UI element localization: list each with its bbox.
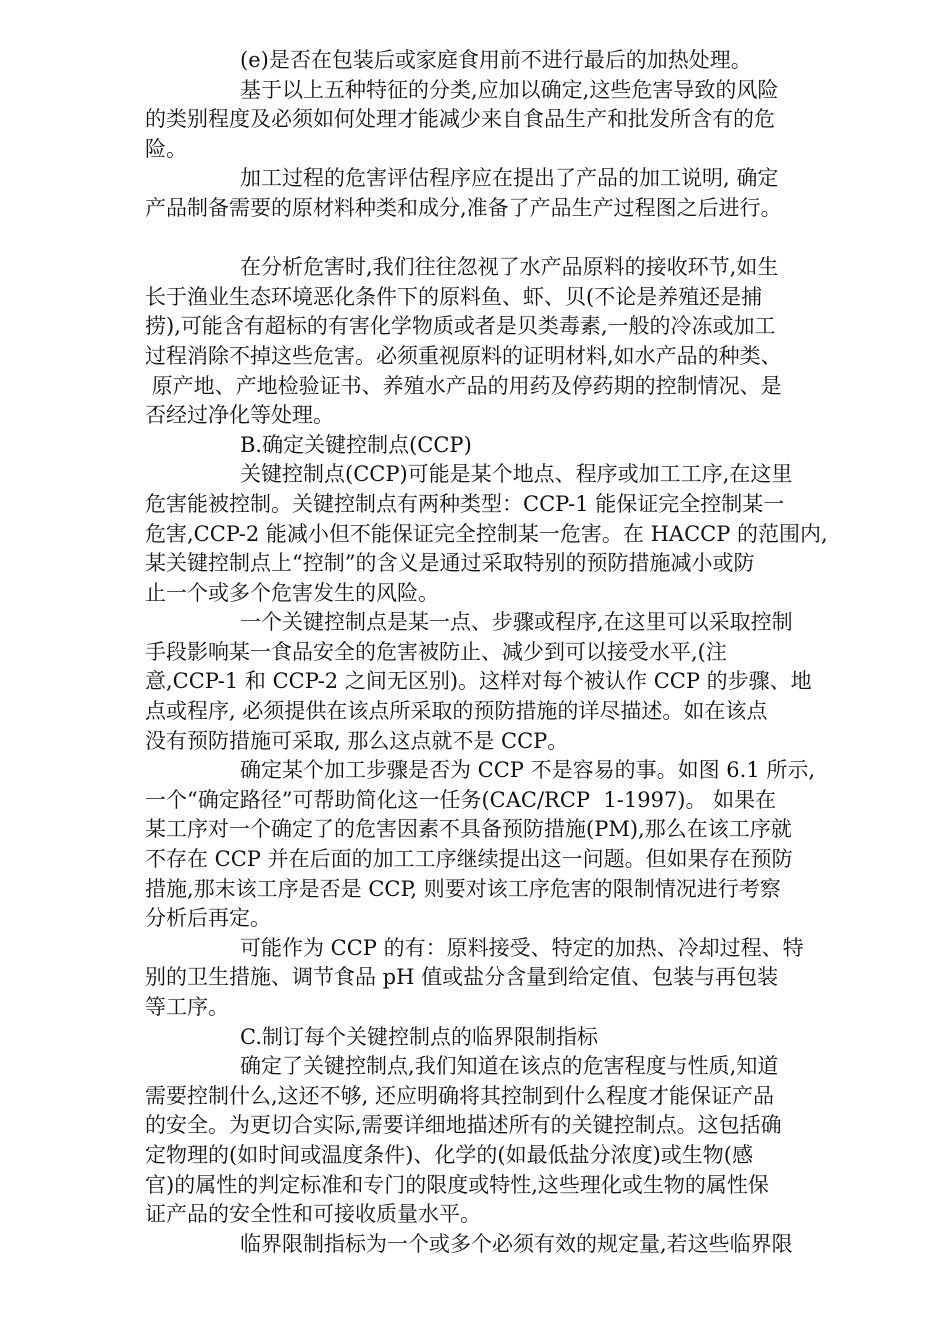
text-line: 分析后再定。 <box>145 906 271 931</box>
text-line: 点或程序, 必须提供在该点所采取的预防措施的详尽描述。如在该点 <box>145 699 768 724</box>
text-line: 一个“确定路径”可帮助简化这一任务(CAC/RCP 1-1997)。 如果在 <box>145 787 777 812</box>
text-line: 长于渔业生态环境恶化条件下的原料鱼、虾、贝(不论是养殖还是捕 <box>145 284 763 309</box>
text-line: 危害,CCP-2 能减小但不能保证完全控制某一危害。在 HACCP 的范围内, <box>145 521 828 546</box>
text-line: (e)是否在包装后或家庭食用前不进行最后的加热处理。 <box>240 48 752 72</box>
text-line: 临界限制指标为一个或多个必须有效的规定量,若这些临界限 <box>240 1231 793 1256</box>
text-line: 过程消除不掉这些危害。必须重视原料的证明材料,如水产品的种类、 <box>145 343 782 368</box>
text-line: 证产品的安全性和可接收质量水平。 <box>145 1202 481 1227</box>
text-line: 否经过净化等处理。 <box>145 403 334 428</box>
blank-line <box>145 224 875 254</box>
text-line: 止一个或多个危害发生的风险。 <box>145 580 439 605</box>
text-line: 险。 <box>145 136 187 161</box>
text-line: 手段影响某一食品安全的危害被防止、减少到可以接受水平,(注 <box>145 639 727 664</box>
text-line: 需要控制什么,这还不够, 还应明确将其控制到什么程度才能保证产品 <box>145 1083 775 1108</box>
text-line: 措施,那末该工序是否是 CCP, 则要对该工序危害的限制情况进行考察 <box>145 876 781 901</box>
text-line: 一个关键控制点是某一点、步骤或程序,在这里可以采取控制 <box>240 610 793 635</box>
text-line: 没有预防措施可采取, 那么这点就不是 CCP。 <box>145 728 569 753</box>
text-line: 定物理的(如时间或温度条件)、化学的(如最低盐分浓度)或生物(感 <box>145 1142 753 1167</box>
text-line: 原产地、产地检验证书、养殖水产品的用药及停药期的控制情况、是 <box>145 373 782 398</box>
text-line: 产品制备需要的原材料种类和成分,准备了产品生产过程图之后进行。 <box>145 195 782 220</box>
text-line: C.制订每个关键控制点的临界限制指标 <box>240 1024 598 1049</box>
text-line: 基于以上五种特征的分类,应加以确定,这些危害导致的风险 <box>240 77 779 102</box>
text-line: 某工序对一个确定了的危害因素不具备预防措施(PM),那么在该工序就 <box>145 817 792 842</box>
body-text <box>145 46 875 1259</box>
text-line: 等工序。 <box>145 995 229 1019</box>
text-line: 加工过程的危害评估程序应在提出了产品的加工说明, 确定 <box>240 166 779 191</box>
text-line: 捞),可能含有超标的有害化学物质或者是贝类毒素,一般的冷冻或加工 <box>145 314 776 339</box>
text-line: 别的卫生措施、调节食品 pH 值或盐分含量到给定值、包装与再包装 <box>145 965 779 990</box>
text-line: 确定某个加工步骤是否为 CCP 不是容易的事。如图 6.1 所示, <box>240 758 816 783</box>
text-line: 意,CCP-1 和 CCP-2 之间无区别)。这样对每个被认作 CCP 的步骤、地 <box>145 669 812 694</box>
text-line: 在分析危害时,我们往往忽视了水产品原料的接收环节,如生 <box>240 255 779 280</box>
text-line: 的安全。为更切合实际,需要详细地描述所有的关键控制点。这包括确 <box>145 1113 782 1138</box>
text-line: 确定了关键控制点,我们知道在该点的危害程度与性质,知道 <box>240 1054 779 1079</box>
text-line: 关键控制点(CCP)可能是某个地点、程序或加工工序,在这里 <box>240 462 793 487</box>
text-line: 危害能被控制。关键控制点有两种类型：CCP-1 能保证完全控制某一 <box>145 491 785 516</box>
text-line: 官)的属性的判定标准和专门的限度或特性,这些理化或生物的属性保 <box>145 1172 769 1197</box>
text-line: 可能作为 CCP 的有：原料接受、特定的加热、冷却过程、特 <box>240 935 804 960</box>
text-line: B.确定关键控制点(CCP) <box>240 432 472 457</box>
text-line: 不存在 CCP 并在后面的加工工序继续提出这一问题。但如果存在预防 <box>145 847 793 872</box>
text-line: 的类别程度及必须如何处理才能减少来自食品生产和批发所含有的危 <box>145 107 775 132</box>
text-line: 某关键控制点上“控制”的含义是通过采取特别的预防措施减小或防 <box>145 551 755 576</box>
